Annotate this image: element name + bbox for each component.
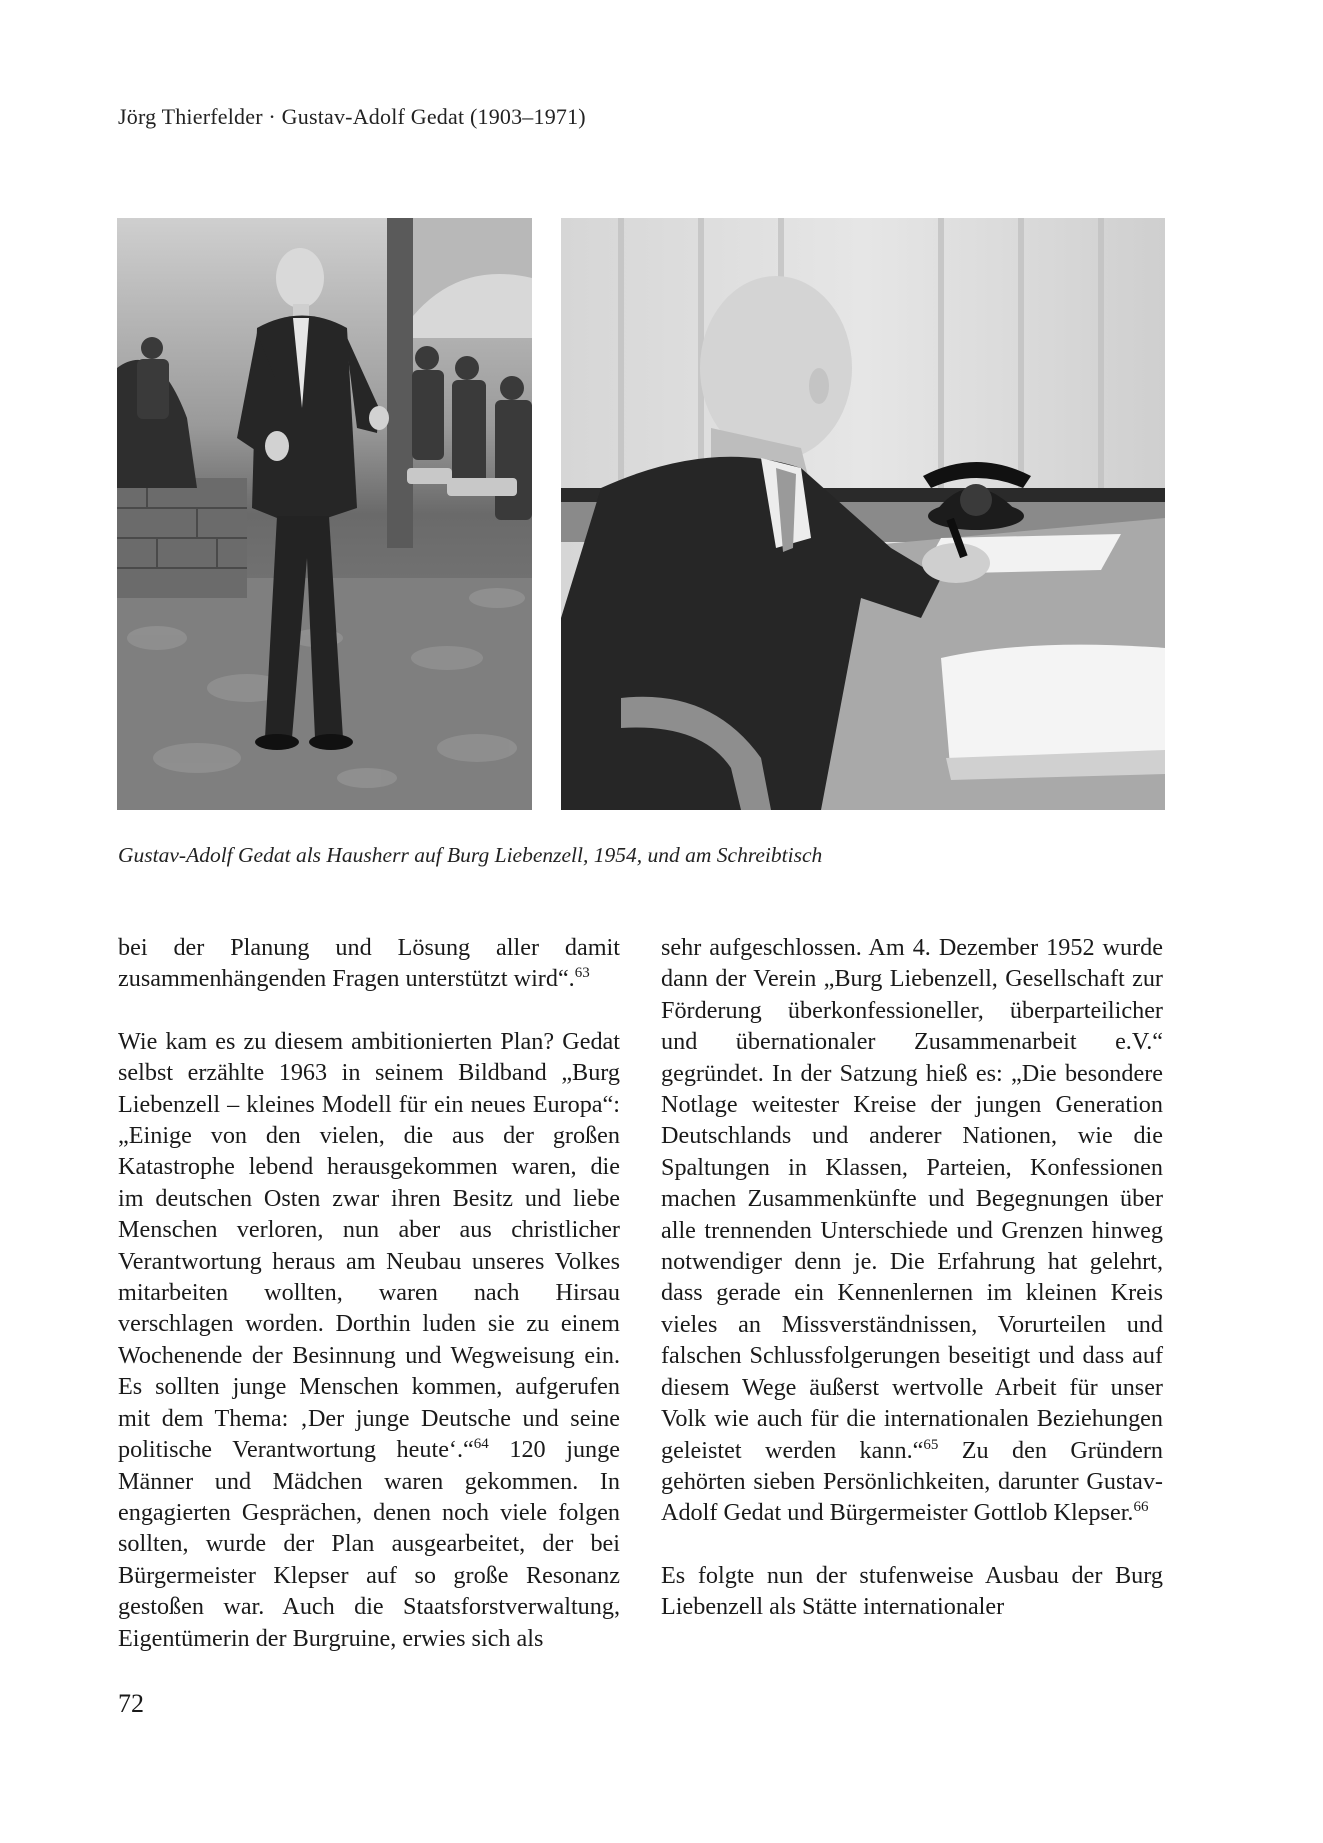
paragraph-text: Zu den Gründern gehörten sieben Persönlichkeiten, darunter Gustav-Adolf Gedat und Bürgermeister Gottlob Klepser. xyxy=(661,1436,1164,1527)
paragraph xyxy=(661,932,1163,1529)
paragraph-text: 120 junge Männer und Mädchen waren gekommen. In engagierten Gesprächen, denen noch viele folgen sollten, wurde der Plan ausgearbeitet, der bei Bürgermeister Klepser auf so große Resonanz gestoßen war. Auch die Staatsforstverwaltung, Eigentümerin der Burgruine, erwies sich als xyxy=(118,1436,620,1652)
footnote-ref: 66 xyxy=(1133,1499,1149,1516)
running-head: Jörg Thierfelder · Gustav-Adolf Gedat (1903–1971) xyxy=(118,104,586,129)
paragraph-text: Es folgte nun der stufenweise Ausbau der Burg Liebenzell als Stätte internationaler xyxy=(661,1561,1163,1621)
text-column-left xyxy=(118,932,620,1654)
text-column-right xyxy=(661,932,1163,1623)
figure-caption: Gustav-Adolf Gedat als Hausherr auf Burg Liebenzell, 1954, und am Schreibtisch xyxy=(118,843,823,867)
footnote-ref: 63 xyxy=(574,965,590,982)
paragraph xyxy=(118,1026,620,1654)
paragraph-text: sehr aufgeschlossen. Am 4. Dezember 1952 wurde dann der Verein „Burg Liebenzell, Gesellschaft zur Förderung überkonfessioneller, überparteilicher und übernationaler Zusammenarbeit e.V.“ gegründet. In der Satzung hieß es: „Die besondere Notlage weitester Kreise der jungen Generation Deutschlands und anderer Nationen, wie die Spaltungen in Klassen, Parteien, Konfessionen machen Zusammenkünfte und Begegnungen über alle trennenden Unterschiede und Grenzen hinweg notwendiger denn je. Die Erfahrung hat gelehrt, dass gerade ein Kennenlernen im kleinen Kreis vieles an Missverständnissen, Vorurteilen und falschen Schlussfolgerungen beseitigt und dass auf diesem Wege äußerst wertvolle Arbeit für unser Volk wie auch für die internationalen Beziehungen geleistet werden kann.“ xyxy=(661,934,1163,1464)
page-number: 72 xyxy=(118,1689,144,1718)
paragraph xyxy=(661,1560,1163,1623)
paragraph-text: bei der Planung und Lösung aller damit zusammenhängenden Fragen unterstützt wird“. xyxy=(118,934,620,993)
footnote-ref: 64 xyxy=(473,1436,489,1453)
photo-gedat-at-desk xyxy=(561,218,1165,810)
paragraph-text: Wie kam es zu diesem ambitionierten Plan? Gedat selbst erzählte 1963 in seinem Bildband „Burg Liebenzell – kleines Modell für ein neues Europa“: „Einige von den vielen, die aus der großen Katastrophe lebend herausgekommen waren, die im deutschen Osten zwar ihren Besitz und liebe Menschen verloren, nun aber aus christlicher Verantwortung heraus am Neubau unseres Volkes mitarbeiten wollten, waren nach Hirsau verschlagen worden. Dorthin luden sie zu einem Wochenende der Besinnung und Wegweisung ein. Es sollten junge Menschen kommen, aufgerufen mit dem Thema: ‚Der junge Deutsche und seine politische Verantwortung heute‘.“ xyxy=(118,1027,620,1464)
footnote-ref: 65 xyxy=(923,1436,939,1453)
paragraph xyxy=(118,932,620,995)
photo-gedat-speaking xyxy=(117,218,532,810)
